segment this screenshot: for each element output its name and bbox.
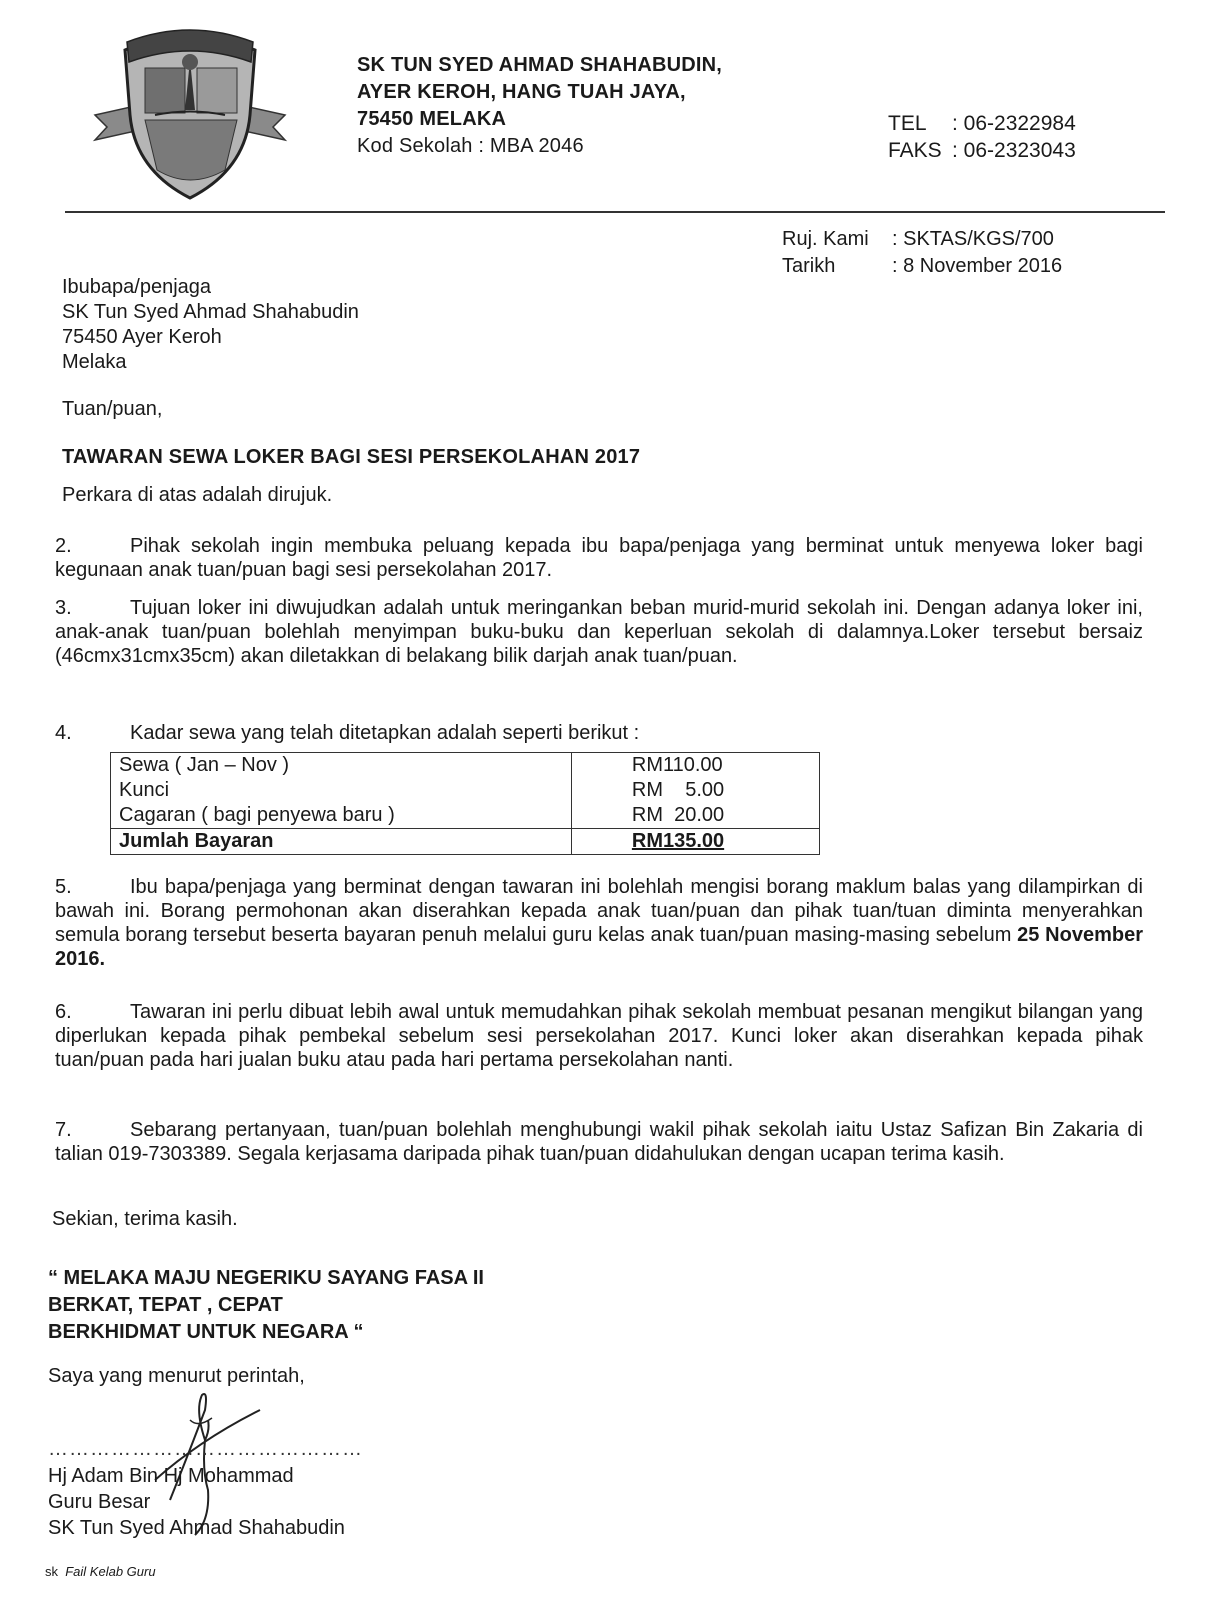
recipient-line: SK Tun Syed Ahmad Shahabudin (62, 301, 359, 323)
deadline-date: 25 November 2016. (55, 924, 1143, 970)
salutation: Tuan/puan, (62, 398, 163, 420)
date-row (782, 253, 1062, 280)
paragraph-7 (55, 1118, 1143, 1166)
paragraph-4 (55, 721, 1143, 745)
fee-amount-text: RM 20.00 (631, 804, 725, 826)
fee-item: Sewa ( Jan – Nov ) (119, 754, 290, 776)
table-row (111, 803, 820, 829)
paragraph-number: 2. (55, 535, 72, 557)
paragraph-number: 7. (55, 1119, 72, 1141)
school-name-line: SK TUN SYED AHMAD SHAHABUDIN, (357, 54, 723, 76)
tel-value: : 06-2322984 (952, 112, 1076, 135)
fee-amount: RM110.00 (571, 753, 819, 779)
paragraph-text: Sebarang pertanyaan, tuan/puan bolehlah menghubungi wakil pihak sekolah iaitu Ustaz Safizan Bin Zakaria di talian 019-7303389. Segala kerjasama daripada pihak tuan/puan didahulukan dengan ucapan terima kasih. (55, 1119, 1143, 1165)
school-crest-icon (85, 20, 295, 205)
school-name-block (357, 52, 722, 160)
signer-name: Hj Adam Bin Hj Mohammad (48, 1465, 294, 1487)
paragraph-5 (55, 875, 1143, 971)
paragraph-2 (55, 534, 1143, 582)
fax-label: FAKS (888, 139, 942, 162)
ref-label: Ruj. Kami (782, 228, 869, 250)
reference-line: Perkara di atas adalah dirujuk. (62, 484, 333, 506)
ref-value: : SKTAS/KGS/700 (892, 228, 1054, 250)
total-label: Jumlah Bayaran (111, 829, 572, 855)
recipient-address (62, 275, 359, 375)
contact-block (888, 110, 1076, 164)
fax-row (888, 137, 1076, 164)
fee-item: Kunci (119, 779, 170, 801)
school-code: Kod Sekolah : MBA 2046 (357, 135, 584, 157)
paragraph-number: 6. (55, 1001, 72, 1023)
fax-value: : 06-2323043 (952, 139, 1076, 162)
cc-note (45, 1564, 156, 1579)
table-row (111, 778, 820, 803)
total-amount (571, 829, 819, 855)
signer-block (48, 1463, 345, 1541)
total-row (111, 829, 820, 855)
paragraph-text: Pihak sekolah ingin membuka peluang kepada ibu bapa/penjaga yang berminat untuk menyewa loker bagi kegunaan anak tuan/puan bagi sesi persekolahan 2017. (55, 535, 1143, 581)
closing-line: Sekian, terima kasih. (52, 1208, 238, 1230)
tel-row (888, 110, 1076, 137)
authority-line: Saya yang menurut perintah, (48, 1365, 305, 1387)
paragraph-3 (55, 596, 1143, 668)
signature-line: ……………………………………… (48, 1438, 363, 1460)
date-label: Tarikh (782, 255, 836, 277)
motto-line: BERKAT, TEPAT , CEPAT (48, 1294, 283, 1316)
fees-table (110, 752, 820, 855)
fee-item: Cagaran ( bagi penyewa baru ) (119, 804, 395, 826)
school-postcode-line: 75450 MELAKA (357, 108, 507, 130)
cc-recipient: Fail Kelab Guru (65, 1564, 156, 1579)
reference-block (782, 226, 1062, 280)
school-address-line: AYER KEROH, HANG TUAH JAYA, (357, 81, 686, 103)
tel-label: TEL (888, 112, 927, 135)
date-value: : 8 November 2016 (892, 255, 1063, 277)
fee-amount-text: RM 5.00 (631, 779, 725, 801)
table-row (111, 753, 820, 779)
cc-label: sk (45, 1564, 58, 1579)
fee-amount (571, 803, 819, 829)
ref-row (782, 226, 1062, 253)
letter-subject: TAWARAN SEWA LOKER BAGI SESI PERSEKOLAHAN 2017 (62, 446, 641, 468)
paragraph-6 (55, 1000, 1143, 1072)
recipient-line: Melaka (62, 351, 127, 373)
motto-block (48, 1265, 484, 1346)
signer-school: SK Tun Syed Ahmad Shahabudin (48, 1517, 345, 1539)
total-amount-text: RM135.00 (631, 830, 725, 852)
fee-amount (571, 778, 819, 803)
recipient-line: 75450 Ayer Keroh (62, 326, 222, 348)
motto-line: “ MELAKA MAJU NEGERIKU SAYANG FASA II (48, 1267, 484, 1289)
paragraph-number: 5. (55, 876, 72, 898)
motto-line: BERKHIDMAT UNTUK NEGARA “ (48, 1321, 364, 1343)
paragraph-text: Ibu bapa/penjaga yang berminat dengan tawaran ini bolehlah mengisi borang maklum balas yang dilampirkan di bawah ini. Borang permohonan akan diserahkan kepada anak tuan/puan dan pihak tuan/tuan diminta menyerahkan semula borang tersebut beserta bayaran penuh melalui guru kelas anak tuan/puan masing-masing sebelum (55, 876, 1143, 946)
paragraph-text: Tawaran ini perlu dibuat lebih awal untuk memudahkan pihak sekolah membuat pesanan mengikut bilangan yang diperlukan kepada pihak pembekal sebelum sesi persekolahan 2017. Kunci loker akan diserahkan kepada pihak tuan/puan pada hari jualan buku atau pada hari pertama persekolahan nanti. (55, 1001, 1143, 1071)
paragraph-text: Kadar sewa yang telah ditetapkan adalah seperti berikut : (130, 722, 640, 744)
header-divider (65, 211, 1165, 213)
signer-title: Guru Besar (48, 1491, 151, 1513)
paragraph-number: 4. (55, 722, 72, 744)
paragraph-text: Tujuan loker ini diwujudkan adalah untuk meringankan beban murid-murid sekolah ini. Dengan adanya loker ini, anak-anak tuan/puan bolehlah menyimpan buku-buku dan keperluan sekolah di dalamnya.Loker tersebut bersaiz (46cmx31cmx35cm) akan diletakkan di belakang bilik darjah anak tuan/puan. (55, 597, 1143, 667)
recipient-line: Ibubapa/penjaga (62, 276, 212, 298)
paragraph-number: 3. (55, 597, 72, 619)
